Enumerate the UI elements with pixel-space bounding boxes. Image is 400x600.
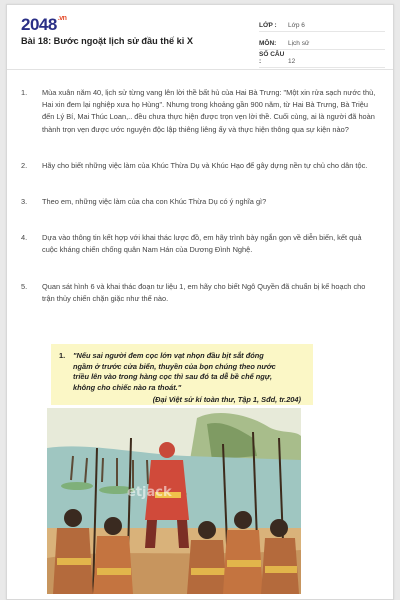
meta-row-count [259,52,385,68]
meta-value: Lớp 6 [288,22,305,29]
quote-text: "Nếu sai người đem cọc lớn vạt nhọn đầu bịt sắt đóng [73,351,264,360]
question-item [21,196,381,208]
question-item [21,160,381,172]
question-number: 4. [21,233,28,243]
meta-key: LỚP : [259,22,277,29]
historical-scene-illustration [47,408,301,594]
worksheet-header [7,5,393,70]
meta-key: MÔN: [259,40,277,47]
site-logo[interactable]: $2048^{.vn}$ [21,15,67,34]
question-number: 3. [21,197,28,207]
quote-line [59,362,305,373]
question-number: 5. [21,281,28,291]
question-list [21,87,381,305]
meta-row-subject [259,34,385,50]
quote-text: triều lên vào trong hàng cọc thì sau đó ta dễ bề chế ngự, [73,372,273,382]
quote-number: 1. [59,351,66,360]
meta-row-grade [259,16,385,32]
question-text: Quan sát hình 6 và khai thác đoạn tư liệu 1, em hãy cho biết Ngô Quyền đã chuẩn bị kế hoạch cho trận thủy chiến chặn giặc như thế nào. [42,281,366,303]
question-item [21,232,381,256]
lesson-title: Bài 18: Bước ngoặt lịch sử đầu thế kỉ X [21,36,193,46]
source-quote-box [51,344,313,405]
question-text: Theo em, những việc làm của cha con Khúc Thừa Dụ có ý nghĩa gì? [42,197,267,207]
question-item [21,87,381,136]
question-text: Mùa xuân năm 40, lịch sử từng vang lên lời thề bất hủ của Hai Bà Trưng: "Một xin rửa sạch nước thù, Hai xin đem lại nghiệp xưa họ Hùng". Nhưng trong khoảng gần 900 năm, từ Hai Bà Trưng, Bà Triệu đến Lý Bí, Mai Thúc Loan,.. đều chưa thực hiện được trọn vẹn lời thề. Cuối cùng, ai là người đã hoàn thành trọn vẹn được ước nguyện độc lập thiêng liêng ấy và thực hiện thông qua sự kiện nào? [42,88,376,134]
meta-key: SỐ CÂU : [259,51,285,65]
question-number: 1. [21,88,28,97]
question-text: Dựa vào thông tin kết hợp với khai thác lược đồ, em hãy trình bày ngắn gọn về diễn biến, kết quả cuộc kháng chiến chống quân Nam Hán của Dương Đình Nghệ. [42,233,362,255]
question-item [21,281,381,305]
quote-line [59,351,305,362]
quote-line [59,383,305,394]
question-text: Hãy cho biết những việc làm của Khúc Thừa Dụ và Khúc Hạo để gây dựng nền tự chủ cho dân tộc. [42,160,368,170]
quote-text: không cho chiếc nào ra thoát." [73,382,182,392]
quote-line [59,372,305,383]
quote-source: (Đại Việt sử kí toàn thư, Tập 1, Sđd, tr.204) [152,395,301,405]
lesson-meta [259,16,385,70]
meta-value: Lịch sử [288,40,310,47]
worksheet-page [6,4,394,600]
watermark-text: etjack [127,485,172,500]
quote-text: ngầm ở trước cửa biển, thuyền của bọn chúng theo nước [73,361,276,371]
question-number: 2. [21,160,28,170]
meta-value: 12 [288,58,296,65]
